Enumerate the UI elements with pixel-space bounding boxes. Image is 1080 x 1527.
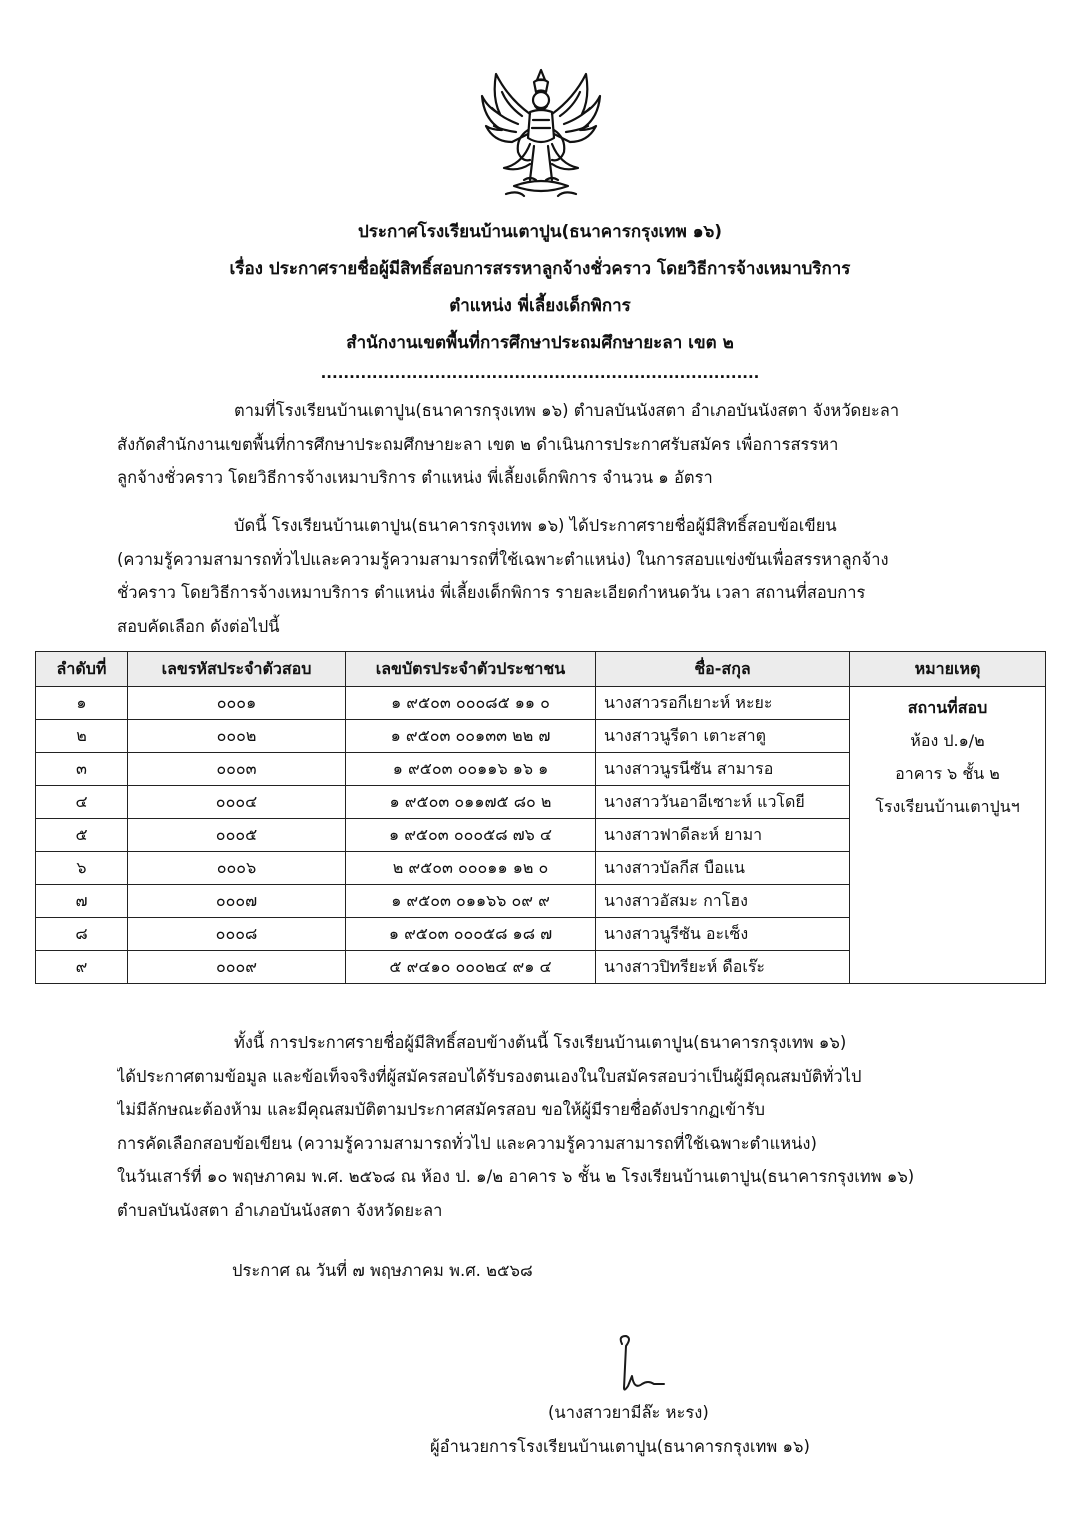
para3-line: การคัดเลือกสอบข้อเขียน (ความรู้ความสามารถทั่วไป และความรู้ความสามารถที่ใช้เฉพาะตำแหน่ง) [117,1133,817,1153]
cell-name: นางสาววันอาอีเซาะห์ แวโดยี [596,786,850,819]
para2-line: ชั่วคราว โดยวิธีการจ้างเหมาบริการ ตำแหน่ง พี่เลี้ยงเด็กพิการ รายละเอียดกำหนดวัน เวลา สถานที่สอบการ [117,583,866,602]
cell-code: ๐๐๐๔ [128,786,346,819]
col-header-no: ลำดับที่ [36,652,128,687]
cell-id: ๑ ๙๕๐๓ ๐๐๑๑๖ ๑๖ ๑ [346,753,596,786]
cell-name: นางสาวบัลกีส บือแน [596,852,850,885]
para2-line: สอบคัดเลือก ดังต่อไปนี้ [117,616,280,636]
cell-id: ๒ ๙๕๐๓ ๐๐๐๑๑ ๑๒ ๐ [346,852,596,885]
table-header-row [36,652,1046,687]
para1-line: ลูกจ้างชั่วคราว โดยวิธีการจ้างเหมาบริการ ตำแหน่ง พี่เลี้ยงเด็กพิการ จำนวน ๑ อัตรา [117,468,713,487]
cell-code: ๐๐๐๖ [128,852,346,885]
handwritten-signature-icon [608,1330,668,1400]
cell-no: ๓ [36,753,128,786]
cell-id: ๑ ๙๕๐๓ ๐๐๑๓๓ ๒๒ ๗ [346,720,596,753]
cell-id: ๑ ๙๕๐๓ ๐๐๐๘๕ ๑๑ ๐ [346,687,596,720]
cell-no: ๙ [36,951,128,984]
cell-code: ๐๐๐๘ [128,918,346,951]
cell-no: ๗ [36,885,128,918]
cell-id: ๑ ๙๕๐๓ ๐๑๑๗๕ ๘๐ ๒ [346,786,596,819]
para3-line: ได้ประกาศตามข้อมูล และข้อเท็จจริงที่ผู้สมัครสอบได้รับรองตนเองในใบสมัครสอบว่าเป็นผู้มีคุณสมบัติทั่วไป [117,1066,862,1086]
para1-line: สังกัดสำนักงานเขตพื้นที่การศึกษาประถมศึกษายะลา เขต ๒ ดำเนินการประกาศรับสมัคร เพื่อการสรรหา [117,434,839,454]
header-title: ประกาศโรงเรียนบ้านเตาปูน(ธนาคารกรุงเทพ ๑๖) [357,222,723,242]
remarks-room: ห้อง ป.๑/๒ [910,731,985,750]
cell-no: ๘ [36,918,128,951]
header-subject: เรื่อง ประกาศรายชื่อผู้มีสิทธิ์สอบการสรรหาลูกจ้างชั่วคราว โดยวิธีการจ้างเหมาบริการ [229,259,851,279]
remarks-building: อาคาร ๖ ชั้น ๒ [895,764,1000,783]
table-row [36,687,1046,720]
cell-no: ๖ [36,852,128,885]
cell-code: ๐๐๐๙ [128,951,346,984]
cell-code: ๐๐๐๗ [128,885,346,918]
paragraph-1 [117,394,967,495]
para1-line: ตามที่โรงเรียนบ้านเตาปูน(ธนาคารกรุงเทพ ๑๖) ตำบลบันนังสตา อำเภอบันนังสตา จังหวัดยะลา [234,401,900,420]
para2-line: (ความรู้ความสามารถทั่วไปและความรู้ความสามารถที่ใช้เฉพาะตำแหน่ง) ในการสอบแข่งขันเพื่อสรรหาลูกจ้าง [117,549,889,569]
paragraph-3 [117,1026,967,1227]
cell-no: ๔ [36,786,128,819]
para3-line: ไม่มีลักษณะต้องห้าม และมีคุณสมบัติตามประกาศสมัครสอบ ขอให้ผู้มีรายชื่อดังปรากฏเข้ารับ [117,1100,765,1119]
cell-id: ๕ ๙๔๑๐ ๐๐๐๒๔ ๙๑ ๔ [346,951,596,984]
cell-remarks [850,687,1046,984]
para3-line: ตำบลบันนังสตา อำเภอบันนังสตา จังหวัดยะลา [117,1200,443,1220]
cell-code: ๐๐๐๒ [128,720,346,753]
col-header-code: เลขรหัสประจำตัวสอบ [128,652,346,687]
document-header [0,214,1080,388]
signer-name: (นางสาวยามีล๊ะ หะรง) [548,1403,709,1422]
header-divider: ............................................................................. [320,364,760,382]
cell-no: ๑ [36,687,128,720]
cell-id: ๑ ๙๕๐๓ ๐๑๑๖๖ ๐๙ ๙ [346,885,596,918]
cell-code: ๐๐๐๑ [128,687,346,720]
header-position: ตำแหน่ง พี่เลี้ยงเด็กพิการ [449,296,631,316]
cell-no: ๒ [36,720,128,753]
remarks-title: สถานที่สอบ [907,698,988,717]
cell-code: ๐๐๐๕ [128,819,346,852]
signer-title: ผู้อำนวยการโรงเรียนบ้านเตาปูน(ธนาคารกรุงเทพ ๑๖) [430,1437,810,1456]
cell-id: ๑ ๙๕๐๓ ๐๐๐๕๘ ๗๖ ๔ [346,819,596,852]
remarks-school: โรงเรียนบ้านเตาปูนฯ [875,797,1020,816]
header-office: สำนักงานเขตพื้นที่การศึกษาประถมศึกษายะลา เขต ๒ [346,333,734,353]
col-header-id: เลขบัตรประจำตัวประชาชน [346,652,596,687]
cell-name: นางสาวรอกีเยาะห์ หะยะ [596,687,850,720]
cell-name: นางสาวนูรีดา เตาะสาตู [596,720,850,753]
cell-name: นางสาวนูรีซัน อะเซ็ง [596,918,850,951]
col-header-remarks: หมายเหตุ [850,652,1046,687]
para3-line: ในวันเสาร์ที่ ๑๐ พฤษภาคม พ.ศ. ๒๕๖๘ ณ ห้อง ป. ๑/๒ อาคาร ๖ ชั้น ๒ โรงเรียนบ้านเตาปูน(ธนาคารกรุงเทพ ๑๖) [117,1167,915,1186]
para3-line: ทั้งนี้ การประกาศรายชื่อผู้มีสิทธิ์สอบข้างต้นนี้ โรงเรียนบ้านเตาปูน(ธนาคารกรุงเทพ ๑๖) [234,1033,847,1052]
cell-id: ๑ ๙๕๐๓ ๐๐๐๕๘ ๑๘ ๗ [346,918,596,951]
cell-name: นางสาวอัสมะ กาโฮง [596,885,850,918]
candidate-table [35,651,1046,984]
paragraph-2 [117,509,967,643]
cell-name: นางสาวฟาดีละห์ ยามา [596,819,850,852]
col-header-name: ชื่อ-สกุล [596,652,850,687]
cell-code: ๐๐๐๓ [128,753,346,786]
announce-date: ประกาศ ณ วันที่ ๗ พฤษภาคม พ.ศ. ๒๕๖๘ [232,1261,533,1280]
para2-line: บัดนี้ โรงเรียนบ้านเตาปูน(ธนาคารกรุงเทพ ๑๖) ได้ประกาศรายชื่อผู้มีสิทธิ์สอบข้อเขียน [234,516,837,535]
garuda-emblem-icon [478,68,604,202]
cell-name: นางสาวนูรนีซัน สามารอ [596,753,850,786]
cell-no: ๕ [36,819,128,852]
cell-name: นางสาวปิทรียะห์ ดือเร๊ะ [596,951,850,984]
